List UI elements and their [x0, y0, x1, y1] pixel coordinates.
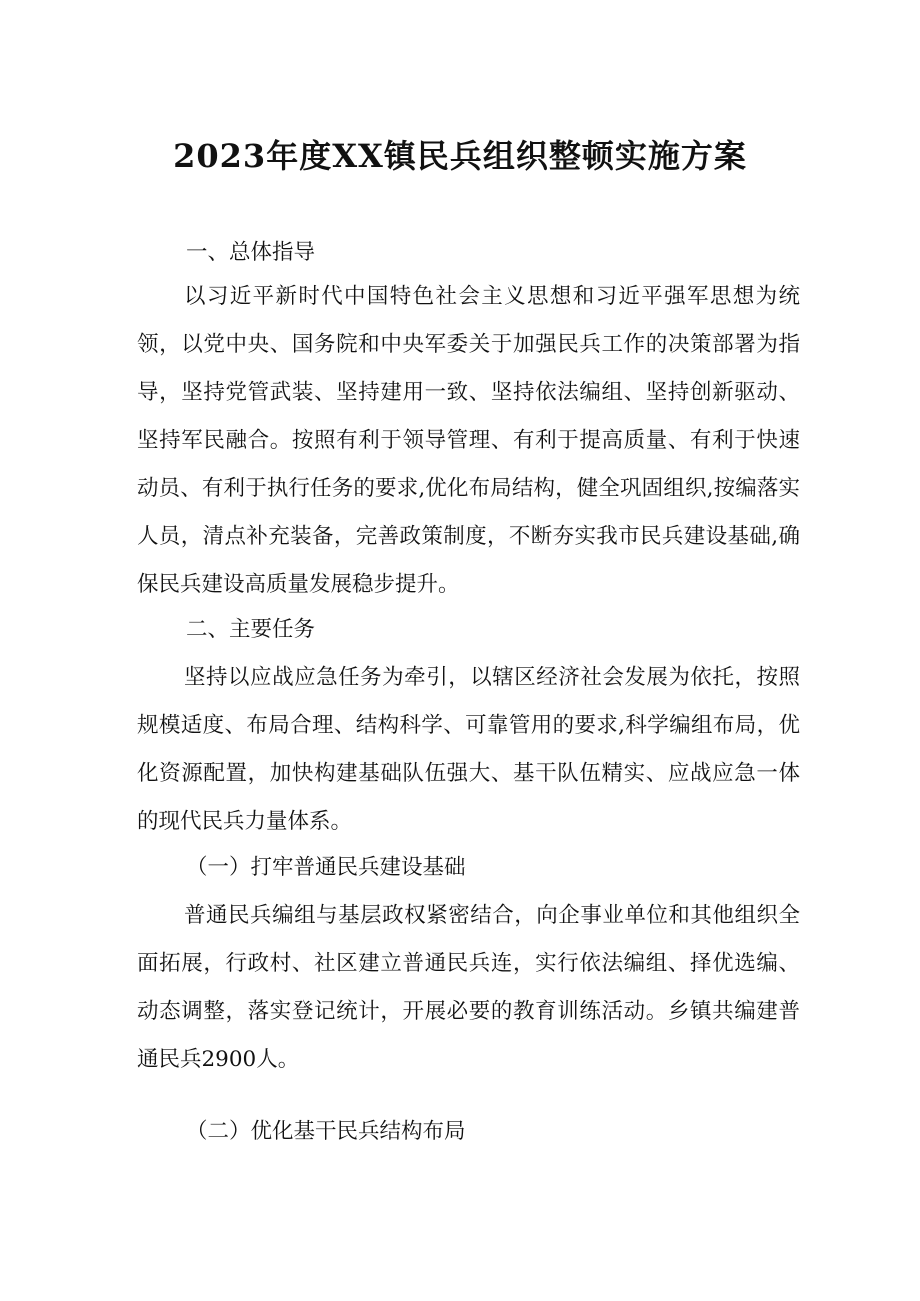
subsection-heading-core-militia: （二）优化基干民兵结构布局: [186, 1119, 466, 1144]
section-heading-general-guidance: 一、总体指导: [186, 240, 316, 265]
section-paragraph-main-tasks: 坚持以应战应急任务为牵引，以辖区经济社会发展为依托，按照规模适度、布局合理、结构科学、可靠管用的要求,科学编组布局，优化资源配置，加快构建基础队伍强大、基干队伍精实、应战应急一体的现代民兵力量体系。: [137, 665, 800, 834]
section-paragraph-general-guidance: 以习近平新时代中国特色社会主义思想和习近平强军思想为统领，以党中央、国务院和中央军委关于加强民兵工作的决策部署为指导，坚持党管武装、坚持建用一致、坚持依法编组、坚持创新驱动、坚持军民融合。按照有利于领导管理、有利于提高质量、有利于快速动员、有利于执行任务的要求,优化布局结构，健全巩固组织,按编落实人员，清点补充装备，完善政策制度，不断夯实我市民兵建设基础,确保民兵建设高质量发展稳步提升。: [137, 284, 800, 597]
section-heading-main-tasks: 二、主要任务: [186, 617, 316, 642]
document-title: 2023年度XX镇民兵组织整顿实施方案: [173, 137, 747, 175]
subsection-paragraph-basic-militia: 普通民兵编组与基层政权紧密结合，向企事业单位和其他组织全面拓展，行政村、社区建立普通民兵连，实行依法编组、择优选编、动态调整，落实登记统计，开展必要的教育训练活动。乡镇共编建普通民兵2900人。: [137, 903, 800, 1072]
subsection-heading-basic-militia: （一）打牢普通民兵建设基础: [186, 855, 466, 880]
